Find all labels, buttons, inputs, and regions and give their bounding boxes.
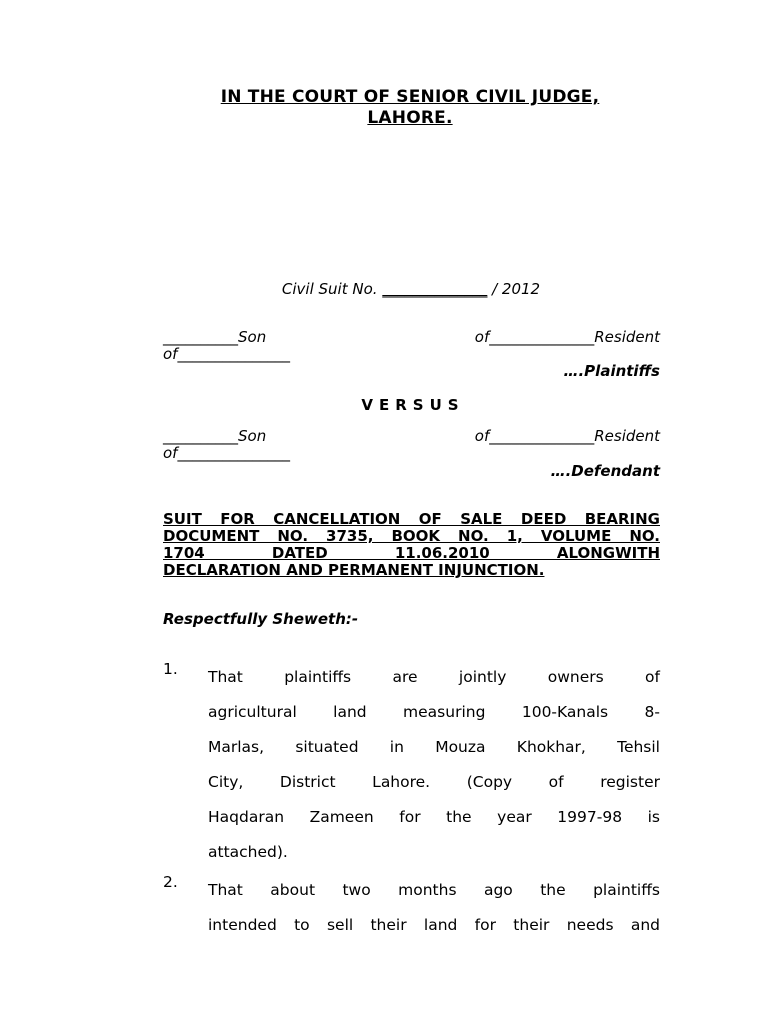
court-title-line: LAHORE. (367, 108, 453, 128)
paragraph-body (208, 873, 660, 943)
suit-subject-line: DECLARATION AND PERMANENT INJUNCTION. (163, 561, 545, 579)
paragraph-line: intended to sell their land for their needs and (208, 916, 660, 934)
plaintiff-son-of: __________Son (163, 328, 267, 346)
suit-subject-line: SUIT FOR CANCELLATION OF SALE DEED BEARING (163, 510, 660, 528)
suit-subject-line: DOCUMENT NO. 3735, BOOK NO. 1, VOLUME NO. (163, 527, 660, 545)
defendant-label: ….Defendant (550, 462, 660, 480)
versus-heading: VERSUS (361, 396, 465, 414)
plaintiff-block (163, 329, 660, 363)
paragraph-line: Marlas, situated in Mouza Khokhar, Tehsil (208, 738, 660, 756)
paragraph-body (208, 660, 660, 870)
plaintiff-resident: of______________Resident (474, 328, 660, 346)
paragraph-line: attached). (208, 843, 288, 861)
suit-subject-line: 1704 DATED 11.06.2010 ALONGWITH (163, 544, 660, 562)
civil-suit-blank: ______________ (382, 280, 488, 298)
defendant-son-of: __________Son (163, 427, 267, 445)
civil-suit-prefix: Civil Suit No. (281, 280, 383, 298)
paragraph-line: City, District Lahore. (Copy of register (208, 773, 660, 791)
paragraph-number: 1. (163, 660, 178, 678)
paragraph-line: That plaintiffs are jointly owners of (208, 668, 660, 686)
court-title (0, 87, 768, 129)
paragraph-line: That about two months ago the plaintiffs (208, 881, 660, 899)
court-title-line: IN THE COURT OF SENIOR CIVIL JUDGE, (220, 87, 600, 107)
defendant-resident: of______________Resident (474, 427, 660, 445)
paragraph-line: agricultural land measuring 100-Kanals 8- (208, 703, 660, 721)
civil-suit-number (0, 279, 768, 299)
defendant-resident-of: of_______________ (163, 444, 290, 462)
paragraph-number: 2. (163, 873, 178, 891)
paragraph-line: Haqdaran Zameen for the year 1997-98 is (208, 808, 660, 826)
plaintiff-resident-of: of_______________ (163, 345, 290, 363)
civil-suit-year: / 2012 (487, 280, 541, 298)
suit-subject-heading (163, 511, 660, 579)
salutation: Respectfully Sheweth:- (163, 610, 359, 628)
defendant-block (163, 428, 660, 462)
plaintiffs-label: ….Plaintiffs (563, 362, 660, 380)
